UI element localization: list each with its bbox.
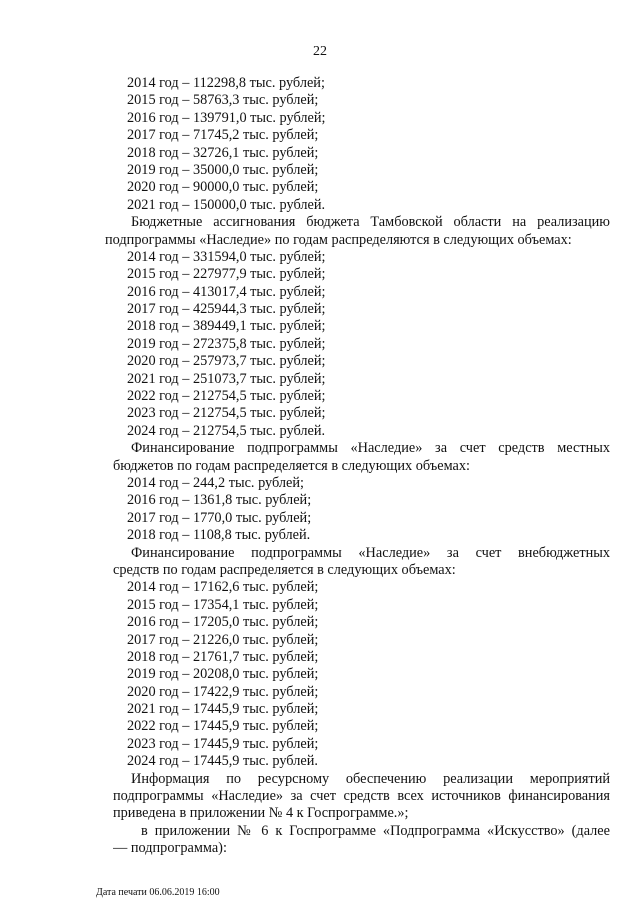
paragraph-line: Информация по ресурсному обеспечению реализации мероприятий bbox=[131, 770, 610, 787]
list-item: 2018 год – 32726,1 тыс. рублей; bbox=[127, 144, 319, 161]
paragraph-appendix-6 bbox=[113, 823, 610, 858]
page-number: 22 bbox=[313, 44, 327, 59]
list-item: 2023 год – 17445,9 тыс. рублей; bbox=[127, 735, 319, 752]
list-item: 2020 год – 17422,9 тыс. рублей; bbox=[127, 683, 319, 700]
list-item: 2014 год – 112298,8 тыс. рублей; bbox=[127, 75, 325, 91]
paragraph-resource-info bbox=[113, 771, 610, 823]
paragraph-line: средств по годам распределяется в следующих объемах: bbox=[113, 561, 456, 578]
list-item: 2017 год – 425944,3 тыс. рублей; bbox=[127, 301, 326, 318]
paragraph-line: бюджетов по годам распределяется в следующих объемах: bbox=[113, 457, 470, 474]
list-item: 2017 год – 21226,0 тыс. рублей; bbox=[127, 631, 319, 648]
list-item: 2024 год – 17445,9 тыс. рублей. bbox=[127, 753, 318, 770]
list-item: 2018 год – 21761,7 тыс. рублей; bbox=[127, 648, 319, 665]
list-item: 2017 год – 1770,0 тыс. рублей; bbox=[127, 509, 312, 526]
paragraph-line: приведена в приложении № 4 к Госпрограмме.»; bbox=[113, 805, 409, 822]
paragraph-line: — подпрограмма): bbox=[113, 840, 227, 857]
list-item: 2016 год – 413017,4 тыс. рублей; bbox=[127, 283, 326, 300]
list-item: 2019 год – 272375,8 тыс. рублей; bbox=[127, 335, 326, 352]
list-item: 2018 год – 389449,1 тыс. рублей; bbox=[127, 318, 326, 335]
list-item: 2018 год – 1108,8 тыс. рублей. bbox=[127, 527, 311, 544]
paragraph-line: Бюджетные ассигнования бюджета Тамбовской области на реализацию bbox=[131, 214, 610, 231]
paragraph-regional-budget bbox=[105, 214, 610, 249]
budget-list-1 bbox=[113, 75, 610, 214]
list-item: 2015 год – 17354,1 тыс. рублей; bbox=[127, 596, 319, 613]
list-item: 2020 год – 90000,0 тыс. рублей; bbox=[127, 179, 319, 196]
list-item: 2023 год – 212754,5 тыс. рублей; bbox=[127, 405, 326, 422]
paragraph-local-budgets bbox=[113, 440, 610, 475]
list-item: 2019 год – 20208,0 тыс. рублей; bbox=[127, 666, 319, 683]
budget-list-3 bbox=[113, 475, 610, 545]
paragraph-line: Финансирование подпрограммы «Наследие» за счет внебюджетных bbox=[131, 544, 610, 561]
list-item: 2021 год – 17445,9 тыс. рублей; bbox=[127, 701, 319, 718]
list-item: 2016 год – 17205,0 тыс. рублей; bbox=[127, 614, 319, 631]
budget-list-4 bbox=[113, 579, 610, 770]
list-item: 2016 год – 1361,8 тыс. рублей; bbox=[127, 492, 312, 509]
paragraph-line: подпрограммы «Наследие» по годам распределяются в следующих объемах: bbox=[105, 231, 572, 248]
document-body bbox=[105, 75, 610, 858]
list-item: 2017 год – 71745,2 тыс. рублей; bbox=[127, 127, 319, 144]
paragraph-line: подпрограммы «Наследие» за счет средств всех источников финансирования bbox=[113, 788, 610, 805]
budget-list-2 bbox=[113, 249, 610, 440]
print-date: Дата печати 06.06.2019 16:00 bbox=[96, 887, 220, 898]
list-item: 2016 год – 139791,0 тыс. рублей; bbox=[127, 109, 326, 126]
list-item: 2024 год – 212754,5 тыс. рублей. bbox=[127, 422, 326, 439]
paragraph-extrabudgetary bbox=[113, 545, 610, 580]
list-item: 2014 год – 17162,6 тыс. рублей; bbox=[127, 579, 319, 596]
list-item: 2022 год – 212754,5 тыс. рублей; bbox=[127, 388, 326, 405]
list-item: 2021 год – 251073,7 тыс. рублей; bbox=[127, 370, 326, 387]
list-item: 2021 год – 150000,0 тыс. рублей. bbox=[127, 196, 326, 213]
list-item: 2022 год – 17445,9 тыс. рублей; bbox=[127, 718, 319, 735]
list-item: 2014 год – 244,2 тыс. рублей; bbox=[127, 474, 305, 491]
list-item: 2015 год – 58763,3 тыс. рублей; bbox=[127, 92, 319, 109]
paragraph-line: Финансирование подпрограммы «Наследие» за счет средств местных bbox=[131, 440, 610, 457]
list-item: 2014 год – 331594,0 тыс. рублей; bbox=[127, 248, 326, 265]
list-item: 2019 год – 35000,0 тыс. рублей; bbox=[127, 161, 319, 178]
list-item: 2020 год – 257973,7 тыс. рублей; bbox=[127, 353, 326, 370]
paragraph-line: в приложении № 6 к Госпрограмме «Подпрограмма «Искусство» (далее bbox=[141, 822, 610, 839]
list-item: 2015 год – 227977,9 тыс. рублей; bbox=[127, 266, 326, 283]
